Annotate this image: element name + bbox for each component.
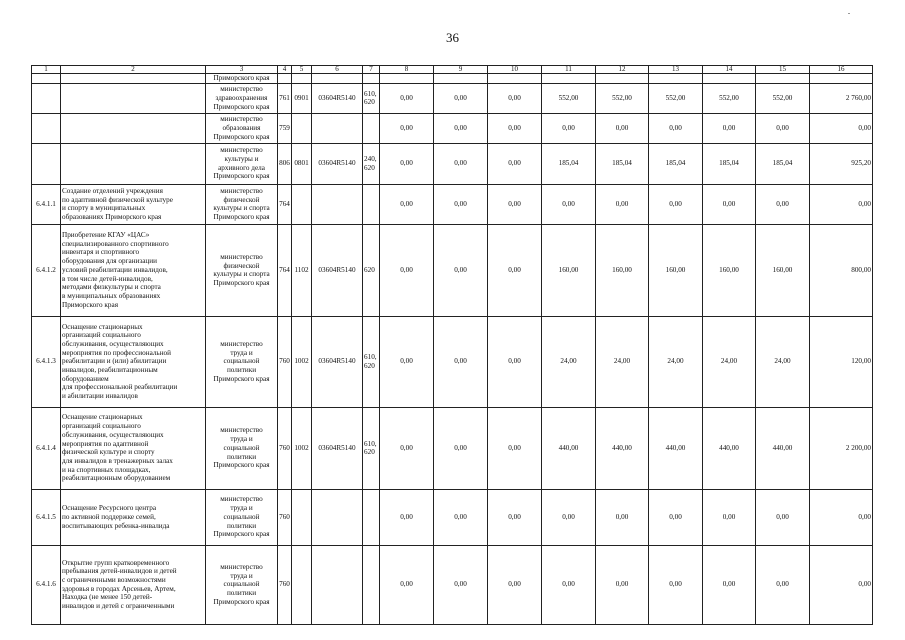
- year-value-cell: 0,00: [596, 184, 649, 224]
- year-value-cell: 0,00: [434, 545, 488, 624]
- year-value-cell: 160,00: [542, 224, 596, 316]
- year-value-cell: 0,00: [649, 184, 703, 224]
- vr-code-cell: 620: [363, 224, 380, 316]
- column-number: 9: [434, 66, 488, 74]
- year-value-cell: 0,00: [380, 113, 434, 143]
- column-number: 5: [292, 66, 312, 74]
- year-value-cell: 185,04: [703, 143, 756, 184]
- year-value-cell: 0,00: [596, 545, 649, 624]
- measure-description-cell: [61, 74, 206, 84]
- year-value-cell: 160,00: [649, 224, 703, 316]
- year-value-cell: 24,00: [756, 316, 810, 407]
- year-value-cell: 440,00: [596, 407, 649, 489]
- table-row: [32, 83, 873, 113]
- measure-code-cell: 6.4.1.4: [32, 407, 61, 489]
- table-row: [32, 113, 873, 143]
- measure-description-cell: Приобретение КГАУ «ЦАС» специализированного спортивного инвентаря и спортивного оборудования для организации условий реабилитации инвалидов, в том числе детей-инвалидов, методами физкультуры и спорта в муниципальных образованиях Приморского края: [61, 224, 206, 316]
- year-value-cell: 440,00: [756, 407, 810, 489]
- year-value-cell: 0,00: [488, 184, 542, 224]
- measure-code-cell: [32, 83, 61, 113]
- year-value-cell: 24,00: [542, 316, 596, 407]
- year-value-cell: 0,00: [434, 83, 488, 113]
- year-value-cell: 0,00: [434, 489, 488, 545]
- table-row: [32, 316, 873, 407]
- gr-bs-code-cell: 759: [278, 113, 292, 143]
- column-number: 1: [32, 66, 61, 74]
- year-value-cell: 0,00: [649, 113, 703, 143]
- table-row: [32, 184, 873, 224]
- year-value-cell: 0,00: [542, 489, 596, 545]
- year-value-cell: 0,00: [703, 545, 756, 624]
- total-value-cell: [810, 74, 873, 84]
- year-value-cell: 0,00: [380, 545, 434, 624]
- column-number: 2: [61, 66, 206, 74]
- year-value-cell: 160,00: [703, 224, 756, 316]
- vr-code-cell: [363, 489, 380, 545]
- measure-code-cell: [32, 74, 61, 84]
- year-value-cell: 0,00: [434, 316, 488, 407]
- column-number: 14: [703, 66, 756, 74]
- year-value-cell: 0,00: [434, 407, 488, 489]
- vr-code-cell: 240, 620: [363, 143, 380, 184]
- gr-bs-code-cell: 760: [278, 407, 292, 489]
- year-value-cell: 552,00: [596, 83, 649, 113]
- column-number: 7: [363, 66, 380, 74]
- year-value-cell: [380, 74, 434, 84]
- column-number: 15: [756, 66, 810, 74]
- year-value-cell: 0,00: [434, 224, 488, 316]
- column-number: 6: [312, 66, 363, 74]
- year-value-cell: 0,00: [380, 316, 434, 407]
- year-value-cell: 440,00: [649, 407, 703, 489]
- year-value-cell: 0,00: [380, 143, 434, 184]
- year-value-cell: 0,00: [488, 83, 542, 113]
- measure-code-cell: 6.4.1.5: [32, 489, 61, 545]
- total-value-cell: 2 200,00: [810, 407, 873, 489]
- gr-bs-code-cell: 761: [278, 83, 292, 113]
- executor-cell: министерство физической культуры и спорта Приморского края: [206, 224, 278, 316]
- year-value-cell: 0,00: [542, 184, 596, 224]
- csr-code-cell: [312, 489, 363, 545]
- year-value-cell: [703, 74, 756, 84]
- table-row: [32, 74, 873, 84]
- scan-mark: [848, 13, 850, 14]
- vr-code-cell: [363, 184, 380, 224]
- measure-description-cell: Оснащение стационарных организаций социального обслуживания, осуществляющих мероприятия по адаптивной физической культуре и спорту для инвалидов в тренажерных залах и на спортивных площадках, реабилитационным оборудованием: [61, 407, 206, 489]
- year-value-cell: 440,00: [703, 407, 756, 489]
- measure-code-cell: 6.4.1.3: [32, 316, 61, 407]
- rz-pr-code-cell: [292, 489, 312, 545]
- rz-pr-code-cell: [292, 545, 312, 624]
- year-value-cell: 0,00: [488, 407, 542, 489]
- year-value-cell: 0,00: [434, 143, 488, 184]
- measure-code-cell: 6.4.1.1: [32, 184, 61, 224]
- year-value-cell: 0,00: [488, 113, 542, 143]
- vr-code-cell: [363, 74, 380, 84]
- csr-code-cell: 03604R5140: [312, 316, 363, 407]
- column-number: 12: [596, 66, 649, 74]
- page-number: 36: [446, 30, 459, 45]
- csr-code-cell: 03604R5140: [312, 407, 363, 489]
- executor-cell: министерство культуры и архивного дела Приморского края: [206, 143, 278, 184]
- year-value-cell: [649, 74, 703, 84]
- year-value-cell: 0,00: [488, 143, 542, 184]
- year-value-cell: 160,00: [756, 224, 810, 316]
- total-value-cell: 0,00: [810, 489, 873, 545]
- measure-description-cell: Создание отделений учреждения по адаптивной физической культуре и спорту в муниципальных образованиях Приморского края: [61, 184, 206, 224]
- csr-code-cell: 03604R5140: [312, 143, 363, 184]
- total-value-cell: 0,00: [810, 545, 873, 624]
- vr-code-cell: [363, 545, 380, 624]
- year-value-cell: 0,00: [703, 489, 756, 545]
- year-value-cell: 185,04: [542, 143, 596, 184]
- vr-code-cell: 610, 620: [363, 316, 380, 407]
- year-value-cell: 0,00: [703, 113, 756, 143]
- rz-pr-code-cell: 1002: [292, 316, 312, 407]
- executor-cell: министерство труда и социальной политики Приморского края: [206, 545, 278, 624]
- table-row: [32, 545, 873, 624]
- csr-code-cell: 03604R5140: [312, 83, 363, 113]
- measure-description-cell: Оснащение Ресурсного центра по активной поддержке семей, воспитывающих ребенка-инвалида: [61, 489, 206, 545]
- year-value-cell: 552,00: [703, 83, 756, 113]
- year-value-cell: 0,00: [756, 489, 810, 545]
- total-value-cell: 0,00: [810, 184, 873, 224]
- executor-cell: Приморского края: [206, 74, 278, 84]
- year-value-cell: 0,00: [488, 316, 542, 407]
- rz-pr-code-cell: [292, 113, 312, 143]
- rz-pr-code-cell: [292, 74, 312, 84]
- year-value-cell: 24,00: [596, 316, 649, 407]
- vr-code-cell: 610, 620: [363, 83, 380, 113]
- executor-cell: министерство труда и социальной политики Приморского края: [206, 489, 278, 545]
- rz-pr-code-cell: 1102: [292, 224, 312, 316]
- year-value-cell: 0,00: [434, 113, 488, 143]
- year-value-cell: 0,00: [596, 113, 649, 143]
- rz-pr-code-cell: 0801: [292, 143, 312, 184]
- measure-code-cell: [32, 143, 61, 184]
- year-value-cell: [756, 74, 810, 84]
- column-number: 13: [649, 66, 703, 74]
- total-value-cell: 800,00: [810, 224, 873, 316]
- year-value-cell: 0,00: [756, 113, 810, 143]
- executor-cell: министерство труда и социальной политики Приморского края: [206, 316, 278, 407]
- executor-cell: министерство труда и социальной политики Приморского края: [206, 407, 278, 489]
- gr-bs-code-cell: 806: [278, 143, 292, 184]
- year-value-cell: 0,00: [488, 489, 542, 545]
- executor-cell: министерство образования Приморского края: [206, 113, 278, 143]
- year-value-cell: [434, 74, 488, 84]
- gr-bs-code-cell: 760: [278, 545, 292, 624]
- csr-code-cell: [312, 113, 363, 143]
- table-row: [32, 407, 873, 489]
- total-value-cell: 2 760,00: [810, 83, 873, 113]
- year-value-cell: 0,00: [380, 83, 434, 113]
- year-value-cell: [596, 74, 649, 84]
- year-value-cell: 0,00: [756, 184, 810, 224]
- gr-bs-code-cell: 764: [278, 184, 292, 224]
- column-number: 11: [542, 66, 596, 74]
- rz-pr-code-cell: [292, 184, 312, 224]
- year-value-cell: 0,00: [380, 407, 434, 489]
- column-number: 10: [488, 66, 542, 74]
- year-value-cell: 185,04: [756, 143, 810, 184]
- column-number-row: [32, 66, 873, 74]
- rz-pr-code-cell: 0901: [292, 83, 312, 113]
- year-value-cell: 0,00: [380, 184, 434, 224]
- year-value-cell: 185,04: [649, 143, 703, 184]
- year-value-cell: [488, 74, 542, 84]
- measure-code-cell: 6.4.1.6: [32, 545, 61, 624]
- budget-table: [31, 65, 873, 625]
- vr-code-cell: [363, 113, 380, 143]
- year-value-cell: 552,00: [756, 83, 810, 113]
- total-value-cell: 925,20: [810, 143, 873, 184]
- year-value-cell: 0,00: [703, 184, 756, 224]
- year-value-cell: 0,00: [380, 489, 434, 545]
- measure-description-cell: [61, 113, 206, 143]
- year-value-cell: 552,00: [649, 83, 703, 113]
- year-value-cell: 24,00: [703, 316, 756, 407]
- csr-code-cell: [312, 545, 363, 624]
- column-number: 4: [278, 66, 292, 74]
- gr-bs-code-cell: 760: [278, 489, 292, 545]
- gr-bs-code-cell: 764: [278, 224, 292, 316]
- year-value-cell: 160,00: [596, 224, 649, 316]
- vr-code-cell: 610, 620: [363, 407, 380, 489]
- year-value-cell: 0,00: [542, 113, 596, 143]
- csr-code-cell: [312, 74, 363, 84]
- year-value-cell: [542, 74, 596, 84]
- year-value-cell: 0,00: [649, 545, 703, 624]
- column-number: 8: [380, 66, 434, 74]
- csr-code-cell: [312, 184, 363, 224]
- year-value-cell: 0,00: [488, 224, 542, 316]
- year-value-cell: 440,00: [542, 407, 596, 489]
- table-row: [32, 489, 873, 545]
- measure-code-cell: [32, 113, 61, 143]
- year-value-cell: 0,00: [434, 184, 488, 224]
- measure-description-cell: Открытие групп кратковременного пребывания детей-инвалидов и детей с ограниченными возможностями здоровья в городах Арсеньев, Артем, Находка (не менее 150 детей- инвалидов и детей с ограниченными: [61, 545, 206, 624]
- column-number: 16: [810, 66, 873, 74]
- gr-bs-code-cell: [278, 74, 292, 84]
- year-value-cell: 24,00: [649, 316, 703, 407]
- year-value-cell: 0,00: [596, 489, 649, 545]
- column-number: 3: [206, 66, 278, 74]
- total-value-cell: 0,00: [810, 113, 873, 143]
- year-value-cell: 0,00: [649, 489, 703, 545]
- executor-cell: министерство физической культуры и спорта Приморского края: [206, 184, 278, 224]
- measure-description-cell: Оснащение стационарных организаций социального обслуживания, осуществляющих мероприятия по профессиональной реабилитации и (или) абилитации инвалидов, реабилитационным оборудованием для профессиональной реабилитации и абилитации инвалидов: [61, 316, 206, 407]
- rz-pr-code-cell: 1002: [292, 407, 312, 489]
- year-value-cell: 552,00: [542, 83, 596, 113]
- year-value-cell: 0,00: [756, 545, 810, 624]
- total-value-cell: 120,00: [810, 316, 873, 407]
- measure-description-cell: [61, 143, 206, 184]
- measure-code-cell: 6.4.1.2: [32, 224, 61, 316]
- gr-bs-code-cell: 760: [278, 316, 292, 407]
- table-row: [32, 224, 873, 316]
- measure-description-cell: [61, 83, 206, 113]
- executor-cell: министерство здравоохранения Приморского края: [206, 83, 278, 113]
- csr-code-cell: 03604R5140: [312, 224, 363, 316]
- year-value-cell: 0,00: [380, 224, 434, 316]
- year-value-cell: 185,04: [596, 143, 649, 184]
- year-value-cell: 0,00: [542, 545, 596, 624]
- table-row: [32, 143, 873, 184]
- year-value-cell: 0,00: [488, 545, 542, 624]
